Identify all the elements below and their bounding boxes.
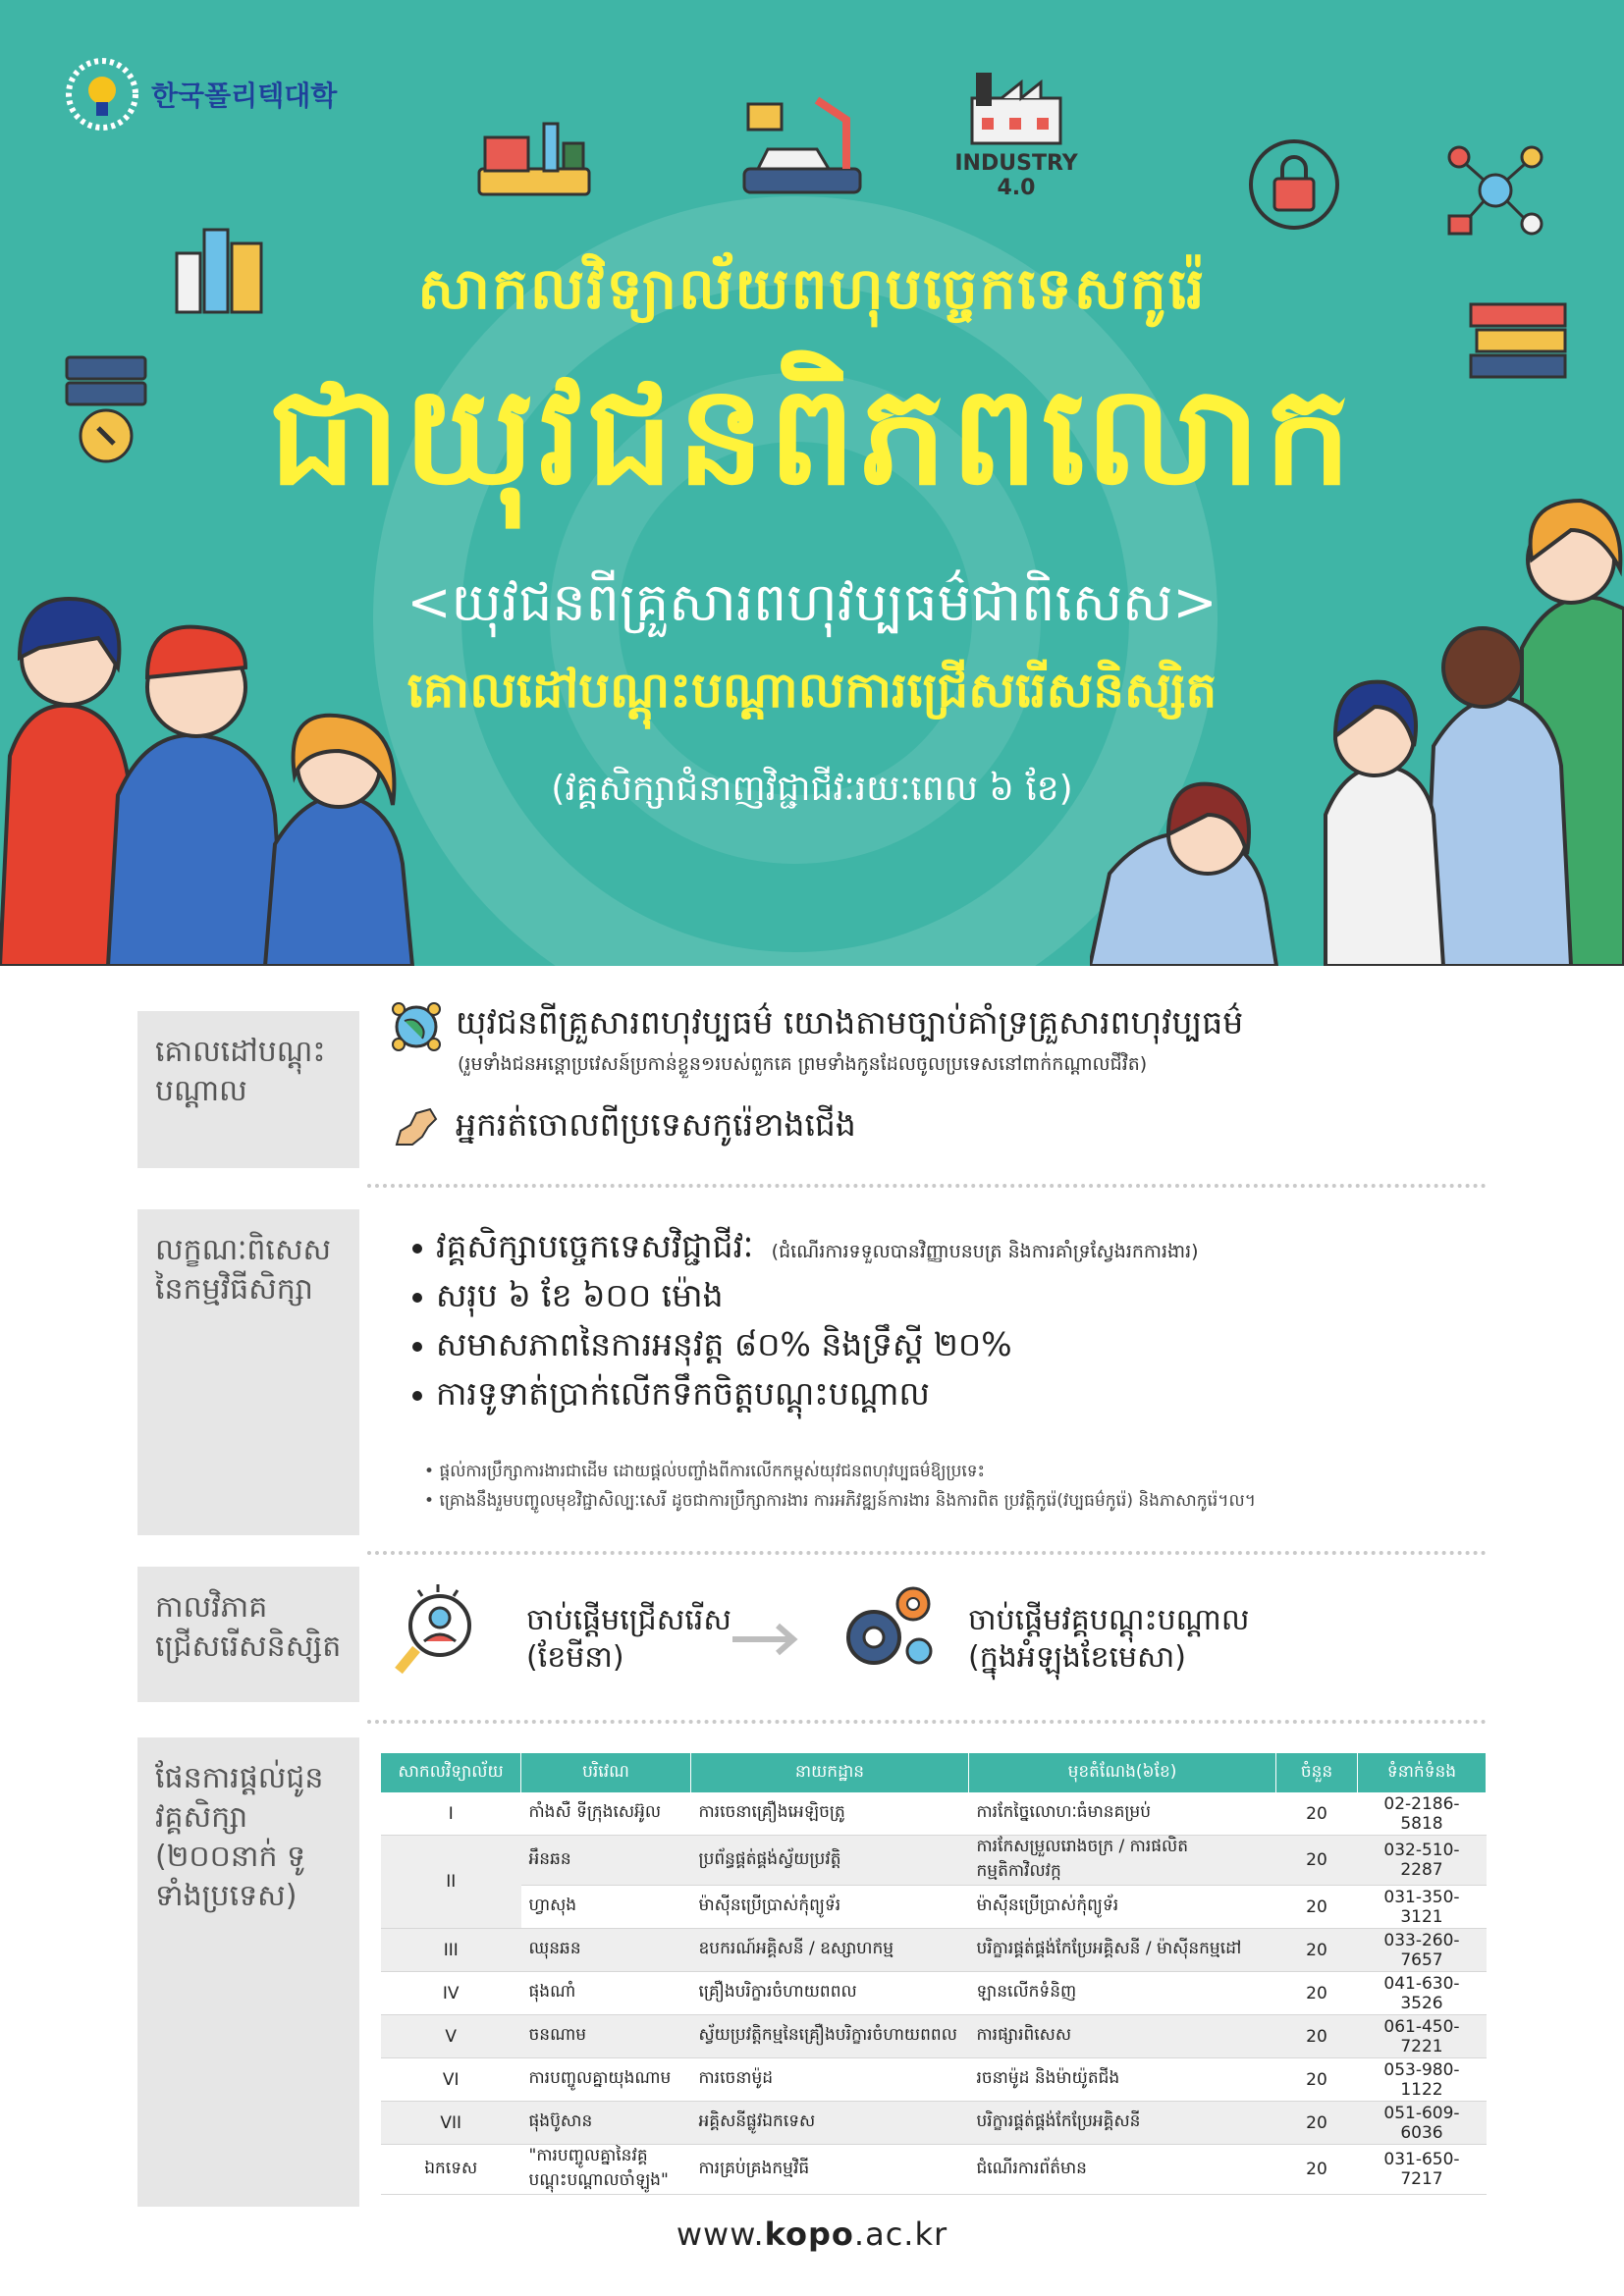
cell-contact: 041-630-3526 [1358, 1972, 1487, 2015]
recruitment-search-icon [389, 1580, 487, 1679]
cell-position: ជំណើរការព័ត៌មាន [969, 2145, 1276, 2195]
feature-vocational-text: វគ្គសិក្សាបច្ចេកទេសវិជ្ជាជីវៈ [436, 1227, 754, 1265]
cell-count: 20 [1276, 2058, 1358, 2102]
cell-campus: ការបញ្ចូលគ្នាយុងណាម [521, 2058, 691, 2102]
col-header-count: ចំនួន [1276, 1753, 1358, 1792]
arrow-right-icon [729, 1622, 801, 1657]
target-defector-row [391, 1105, 856, 1152]
cell-campus: ហ្វាសុង [521, 1886, 691, 1929]
feature-note-1: • ផ្ដល់ការប្រឹក្សាការងារជាដើម ដោយផ្តល់បញ្ចាំងពីការលើកកម្ពស់យុវជនពហុវប្បធម៌ឱ្យប្រទេះ [424, 1462, 986, 1481]
cell-position: ការកែច្នៃលោហៈធំមានគម្រប់ [969, 1792, 1276, 1836]
logo-text: 한국폴리텍대학 [151, 80, 338, 112]
cell-contact: 031-350-3121 [1358, 1886, 1487, 1929]
schedule-step1-title: ចាប់ផ្តើមជ្រើសរើស [526, 1603, 731, 1637]
gears-icon [835, 1582, 937, 1677]
robot-car-assembly-icon [738, 90, 866, 200]
section-divider [367, 1720, 1487, 1724]
hero-banner [0, 0, 1624, 966]
university-logo[interactable] [59, 51, 337, 137]
table-row [381, 2058, 1487, 2102]
cell-count: 20 [1276, 1972, 1358, 2015]
cell-department: គ្រឿងបរិក្ខារចំហាយពពល [691, 1972, 969, 2015]
col-header-contact: ទំនាក់ទំនង [1358, 1753, 1487, 1792]
url-domain: kopo [764, 2216, 854, 2253]
website-url[interactable] [0, 2216, 1624, 2253]
industry-4-badge [952, 69, 1080, 200]
cell-university: I [381, 1792, 521, 1836]
cell-contact: 032-510-2287 [1358, 1836, 1487, 1886]
bullet-dot [412, 1244, 422, 1254]
cell-position: រចនាម៉ូដ និងម៉ាយ៉ូតជីង [969, 2058, 1276, 2102]
feature-total-hours-text: សរុប ៦ ខែ ៦០០ ម៉ោង [436, 1276, 724, 1314]
cell-campus: ផុងណាំ [521, 1972, 691, 2015]
hero-title: ជាយុវជនពិភពលោក [268, 356, 1356, 516]
cell-department: ការចេនាម៉ូដ [691, 2058, 969, 2102]
table-row [381, 1886, 1487, 1929]
cell-contact: 031-650-7217 [1358, 2145, 1487, 2195]
feature-note-2: • គ្រោងនឹងរួមបញ្ចូលមុខវិជ្ជាសិល្បៈសេរី ដូចជាការប្រឹក្សាការងារ ការអភិវឌ្ឍន៍ការងារ និងការពិត ប្រវត្តិកូរ៉េ(វប្បធម៌កូរ៉េ) និងភាសាកូរ៉េ។ល។ [424, 1491, 1256, 1511]
feature-vocational-note: (ជំណើរការទទួលបានវិញ្ញាបនបត្រ និងការគាំទ្រស្វែងរកការងារ) [771, 1241, 1199, 1262]
col-header-department: នាយកដ្ឋាន [691, 1753, 969, 1792]
cell-university: VI [381, 2058, 521, 2102]
cell-count: 20 [1276, 2015, 1358, 2058]
feature-vocational-course [412, 1227, 1199, 1274]
cell-contact: 051-609-6036 [1358, 2102, 1487, 2145]
cell-position: បរិក្ខារផ្គត់ផ្គង់កែប្រែអគ្គិសនី [969, 2102, 1276, 2145]
schedule-step1-month: (ខែមីនា) [526, 1640, 624, 1675]
col-header-position: មុខតំណែង(៦ខែ) [969, 1753, 1276, 1792]
table-row [381, 1792, 1487, 1836]
industry-badge-line2: 4.0 [997, 176, 1036, 200]
cell-university: III [381, 1929, 521, 1972]
cell-department: អគ្គិសនីផ្លូវឯកទេស [691, 2102, 969, 2145]
cell-contact: 061-450-7221 [1358, 2015, 1487, 2058]
schedule-step2-title: ចាប់ផ្ដើមវគ្គបណ្ដុះបណ្ដាល [968, 1603, 1250, 1637]
north-korea-map-icon [391, 1105, 442, 1152]
cell-department: ឧបករណ៍អគ្គិសនី / ឧស្សាហកម្ម [691, 1929, 969, 1972]
feature-allowance-text: ការទូទាត់ប្រាក់លើកទឹកចិត្តបណ្ដុះបណ្ដាល [436, 1374, 930, 1413]
section-divider [367, 1184, 1487, 1188]
cell-university: VII [381, 2102, 521, 2145]
cell-campus: កាំងសឺ ទីក្រុងសេអ៊ូល [521, 1792, 691, 1836]
table-row [381, 2145, 1487, 2195]
schedule-step-training [968, 1602, 1249, 1677]
schedule-step2-month: (ក្នុងអំឡុងខែមេសា) [968, 1640, 1186, 1675]
cell-department: ការគ្រប់គ្រងកម្មវិធី [691, 2145, 969, 2195]
bullet-dot [412, 1342, 422, 1352]
col-header-campus: បរិវេណ [521, 1753, 691, 1792]
hero-target-group: <យុវជនពីគ្រួសារពហុវប្បធម៌ជាពិសេស> [406, 571, 1218, 633]
table-row [381, 2102, 1487, 2145]
cell-count: 20 [1276, 2102, 1358, 2145]
table-header-row [381, 1753, 1487, 1792]
factory-icon [962, 69, 1070, 147]
target-defector-text: អ្នករត់ចោលពីប្រទេសកូរ៉េខាងជើង [456, 1105, 856, 1144]
table-row [381, 1836, 1487, 1886]
smart-home-network-icon [1443, 141, 1547, 240]
cell-university: II [381, 1836, 521, 1929]
target-multicultural-row [391, 1001, 1243, 1052]
cell-campus: ចនណាម [521, 2015, 691, 2058]
cell-contact: 053-980-1122 [1358, 2058, 1487, 2102]
logo-mark-icon [59, 51, 145, 137]
cell-university: ឯកទេស [381, 2145, 521, 2195]
feature-practice-ratio-text: សមាសភាពនៃការអនុវត្ត ៨០% និងទ្រឹស្តី ២០% [436, 1325, 1012, 1363]
bullet-dot [412, 1391, 422, 1401]
feature-allowance [412, 1374, 930, 1421]
globe-people-icon [391, 1001, 442, 1052]
feature-practice-ratio [412, 1325, 1012, 1372]
label-training-target: គោលដៅបណ្ដុះបណ្ដាល [137, 1011, 359, 1168]
target-multicultural-note: (រួមទាំងជនអន្តោប្រវេសន៍ប្រកាន់ខ្លួន១របស់ពួកគេ ព្រមទាំងកូនដែលចូលប្រទេសនៅពាក់កណ្ដាលជីវិត) [458, 1053, 1148, 1075]
lock-icon [1245, 135, 1343, 234]
cell-position: ការកែសម្រួលរោងចក្រ / ការផលិតកម្មតិកាវិលវក្ក [969, 1836, 1276, 1886]
url-prefix: www. [676, 2216, 765, 2253]
table-row [381, 1929, 1487, 1972]
cell-position: ឡានលើកទំនិញ [969, 1972, 1276, 2015]
cell-university: IV [381, 1972, 521, 2015]
feature-total-hours [412, 1276, 724, 1323]
hero-course-duration: (វគ្គសិក្សាជំនាញវិជ្ជាជីវៈរយៈពេល ៦ ខែ) [551, 769, 1073, 809]
industry-badge-line1: INDUSTRY [954, 151, 1078, 176]
cell-position: ការផ្សារពិសេស [969, 2015, 1276, 2058]
label-program-features: លក្ខណៈពិសេសនៃកម្មវិធីសិក្សា [137, 1209, 359, 1535]
cell-department: ប្រព័ន្ធផ្គត់ផ្គង់ស្វ័យប្រវត្តិ [691, 1836, 969, 1886]
cell-campus: អឹនឆន [521, 1836, 691, 1886]
cell-contact: 033-260-7657 [1358, 1929, 1487, 1972]
cell-count: 20 [1276, 1792, 1358, 1836]
target-multicultural-text: យុវជនពីគ្រួសារពហុវប្បធម៌ យោងតាមច្បាប់គាំទ្រគ្រួសារពហុវប្បធម៌ [456, 1003, 1244, 1041]
schedule-step-recruitment [526, 1602, 731, 1677]
cell-campus: ឈុនឆន [521, 1929, 691, 1972]
factory-machine-icon [475, 114, 593, 200]
bullet-dot [412, 1293, 422, 1303]
col-header-university: សាកលវិទ្យាល័យ [381, 1753, 521, 1792]
table-row [381, 2015, 1487, 2058]
feature-note-2-text: គ្រោងនឹងរួមបញ្ចូលមុខវិជ្ជាសិល្បៈសេរី ដូចជាការប្រឹក្សាការងារ ការអភិវឌ្ឍន៍ការងារ និងការពិត ប្រវត្តិកូរ៉េ(វប្បធម៌កូរ៉េ) និងភាសាកូរ៉េ។ល។ [439, 1491, 1256, 1511]
cell-campus: ផុងប៊ូសាន [521, 2102, 691, 2145]
cell-position: ម៉ាស៊ីនប្រើប្រាស់កុំព្យូទ័រ [969, 1886, 1276, 1929]
cell-department: ការចេនាគ្រឿងអេឡិចត្រូ [691, 1792, 969, 1836]
url-suffix: .ac.kr [853, 2216, 948, 2253]
cell-department: ស្វ័យប្រវត្តិកម្មនៃគ្រឿងបរិក្ខារចំហាយពពល [691, 2015, 969, 2058]
cell-department: ម៉ាស៊ីនប្រើប្រាស់កុំព្យូទ័រ [691, 1886, 969, 1929]
label-course-offering: ផែនការផ្ដល់ជូនវគ្គសិក្សា (២០០នាក់ ទូទាំងប្រទេស) [137, 1737, 359, 2207]
cell-count: 20 [1276, 1929, 1358, 1972]
hero-objective: គោលដៅបណ្ដុះបណ្ដាលការជ្រើសរើសនិស្សិត [406, 662, 1218, 719]
table-row [381, 1972, 1487, 2015]
cell-count: 20 [1276, 1886, 1358, 1929]
label-recruitment-schedule: កាលវិភាគជ្រើសរើសនិស្សិត [137, 1567, 359, 1702]
cell-university: V [381, 2015, 521, 2058]
cell-contact: 02-2186-5818 [1358, 1792, 1487, 1836]
hero-subtitle: សាកលវិទ្យាល័យពហុបច្ចេកទេសកូរ៉េ [417, 255, 1207, 322]
cell-count: 20 [1276, 2145, 1358, 2195]
feature-note-1-text: ផ្ដល់ការប្រឹក្សាការងារជាដើម ដោយផ្តល់បញ្ចាំងពីការលើកកម្ពស់យុវជនពហុវប្បធម៌ឱ្យប្រទេះ [439, 1462, 986, 1481]
course-offering-table [381, 1753, 1487, 2195]
section-divider [367, 1551, 1487, 1555]
cell-campus: "ការបញ្ចូលគ្នានៃវគ្គបណ្ដុះបណ្ដាលចាំឡូង" [521, 2145, 691, 2195]
cell-count: 20 [1276, 1836, 1358, 1886]
cell-position: បរិក្ខារផ្គត់ផ្គង់កែប្រែអគ្គិសនី / ម៉ាស៊ីនកម្មដៅ [969, 1929, 1276, 1972]
